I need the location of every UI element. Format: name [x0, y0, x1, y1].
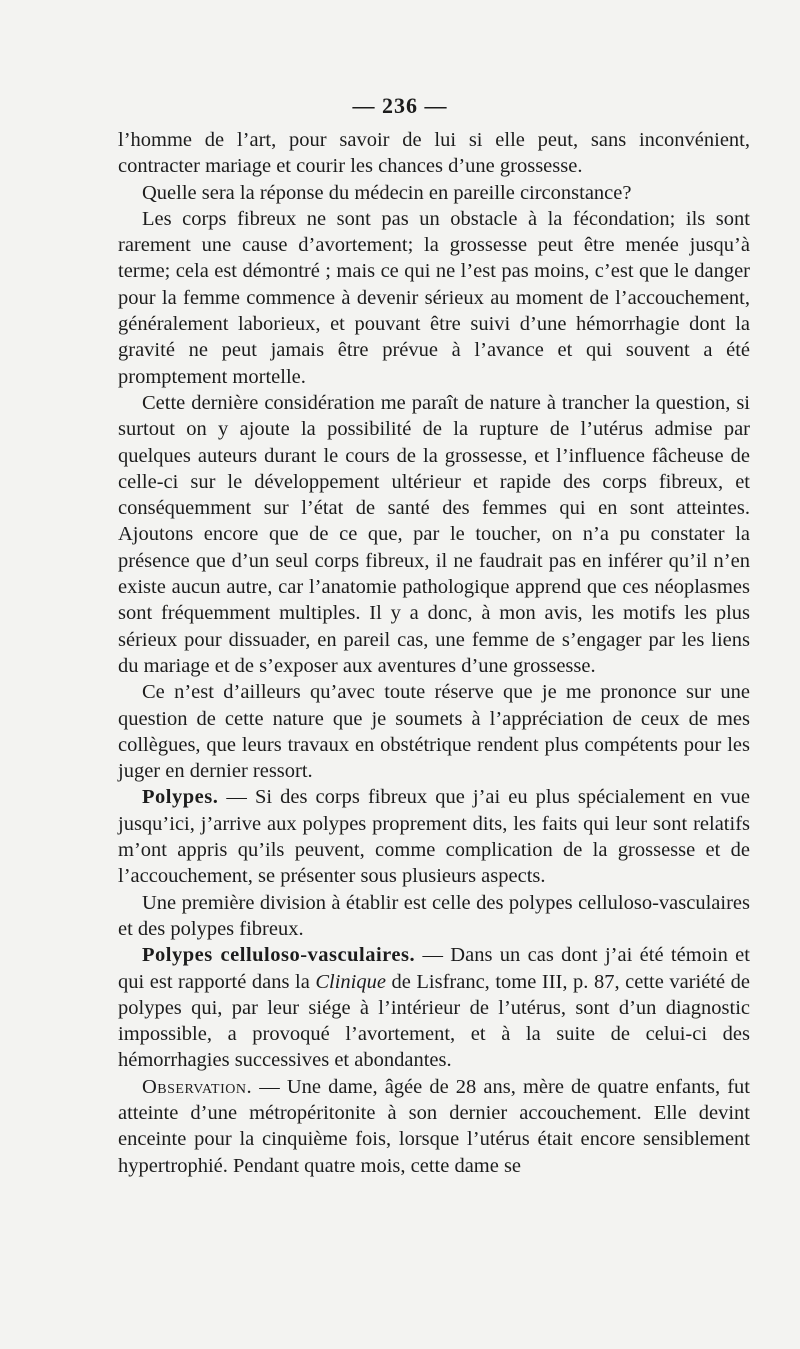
paragraph-polypes-celluloso	[118, 942, 750, 1073]
paragraph: Cette dernière considération me paraît de nature à trancher la question, si surtout on y ajoute la possibilité de la rupture de l’utérus admise par quelques auteurs durant le cours de la grossesse, et l’influence fâcheuse de celle-ci sur le développement ultérieur et rapide des corps fibreux, et conséquemment sur l’état de santé des femmes qui en sont atteintes. Ajoutons encore que de ce que, par le toucher, on n’a pu constater la présence que d’un seul corps fibreux, il ne faudrait pas en inférer qu’il n’en existe aucun autre, car l’anatomie pathologique apprend que ces néoplasmes sont fréquemment multiples. Il y a donc, à mon avis, les motifs les plus sérieux pour dissuader, en pareil cas, une femme de s’engager par les liens du mariage et de s’exposer aux aventures d’une grossesse.	[118, 391, 750, 677]
paragraph: Ce n’est d’ailleurs qu’avec toute réserve que je me prononce sur une question de cette nature que je soumets à l’appréciation de ceux de mes collègues, que leurs travaux en obstétrique rendent plus compétents pour les juger en dernier ressort.	[118, 681, 750, 783]
section-heading: Polypes.	[142, 786, 219, 809]
paragraph-text: de Lisfranc, tome III, p. 87, cette variété de polypes qui, par leur siége à l’intérieur de l’utérus, sont d’un diagnostic impossible, a provoqué l’avortement, et à la suite de celui-ci des hémorrhagies successives et abondantes.	[118, 970, 750, 1072]
body-text	[118, 127, 750, 1179]
page-number: — 236 —	[352, 93, 448, 118]
paragraph-text: — Une dame, âgée de 28 ans, mère de quatre enfants, fut atteinte d’une métropéritonite à son dernier accouchement. Elle devint enceinte pour la cinquième fois, lorsque l’utérus était encore sensiblement hypertrophié. Pendant quatre mois, cette dame se	[118, 1075, 750, 1177]
section-heading: Polypes celluloso-vasculaires.	[142, 944, 416, 967]
paragraph-text: — Si des corps fibreux que j’ai eu plus spécialement en vue jusqu’ici, j’arrive aux polypes proprement dits, les faits qui leur sont relatifs m’ont appris qu’ils peuvent, comme complication de la grossesse et de l’accouchement, se présenter sous plusieurs aspects.	[118, 786, 750, 888]
paragraph: Quelle sera la réponse du médecin en pareille circonstance?	[142, 181, 632, 204]
book-title: Clinique	[315, 970, 386, 993]
observation-label: Observation.	[142, 1075, 253, 1098]
paragraph-observation	[118, 1074, 750, 1179]
paragraph-polypes	[118, 784, 750, 889]
paragraph: Une première division à établir est celle des polypes celluloso-vasculaires et des polypes fibreux.	[118, 891, 750, 940]
paragraph: Les corps fibreux ne sont pas un obstacle à la fécondation; ils sont rarement une cause d’avortement; la grossesse peut être menée jusqu’à terme; cela est démontré ; mais ce qui ne l’est pas moins, c’est que le danger pour la femme commence à devenir sérieux au moment de l’accouchement, généralement laborieux, et pouvant être suivi d’une hémorrhagie dont la gravité ne peut jamais être prévue à l’avance et qui souvent a été promptement mortelle.	[118, 207, 750, 388]
paragraph-text: — Dans un cas dont j’ai été témoin et qui est rapporté dans la	[118, 944, 750, 993]
paragraph: l’homme de l’art, pour savoir de lui si elle peut, sans inconvénient, contracter mariage et courir les chances d’une grossesse.	[118, 129, 750, 178]
